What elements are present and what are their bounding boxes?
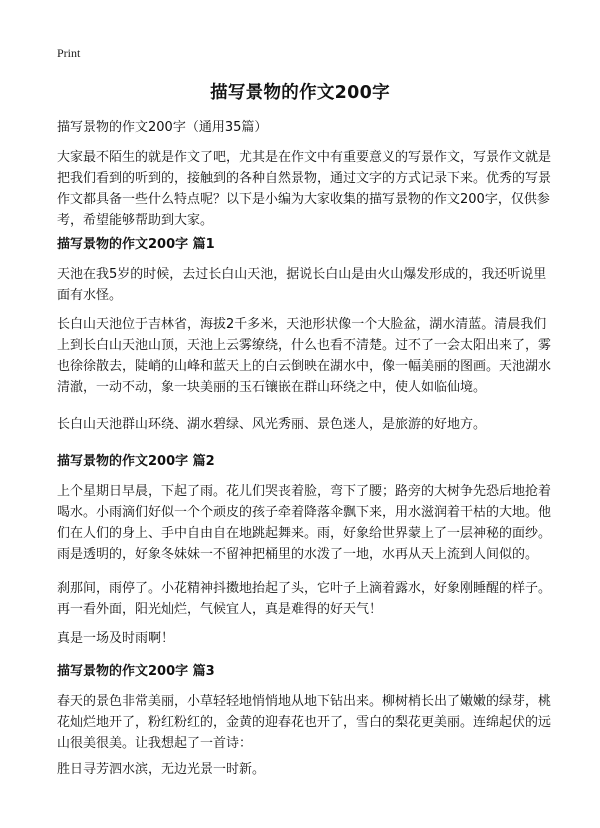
section-2-paragraph-3: 真是一场及时雨啊！: [57, 631, 175, 646]
document-subtitle: 描写景物的作文200字（通用35篇）: [57, 120, 268, 135]
section-3-paragraph-2: 胜日寻芳泗水滨，无边光景一时新。: [57, 762, 266, 777]
section-1-paragraph-1: 天池在我5岁的时候，去过长白山天池，据说长白山是由火山爆发形成的，我还听说里面有水怪。: [57, 267, 547, 303]
section-1-paragraph-2: 长白山天池位于吉林省，海拔2千多米，天池形状像一个大脸盆，湖水清蓝。清晨我们上到长白山天池山顶，天池上云雾缭绕，什么也看不清楚。过不了一会太阳出来了，雾也徐徐散去，陡峭的山峰和蓝天上的白云倒映在湖水中，像一幅美丽的图画。天池湖水清澈，一动不动，象一块美丽的玉石镶嵌在群山环绕之中，使人如临仙境。: [57, 317, 552, 395]
section-1-paragraph-3: 长白山天池群山环绕、湖水碧绿、风光秀丽、景色迷人，是旅游的好地方。: [57, 417, 487, 432]
section-2-paragraph-1: 上个星期日早晨，下起了雨。花儿们哭丧着脸，弯下了腰；路旁的大树争先恐后地抢着喝水。小雨滴们好似一个个顽皮的孩子牵着降落伞飘下来，用水滋润着干枯的大地。他们在人们的身上、手中自由自在地跳起舞来。雨，好象给世界蒙上了一层神秘的面纱。雨是透明的，好象冬妹妹一不留神把桶里的水泼了一地，水再从天上流到人间似的。: [57, 484, 552, 562]
print-link[interactable]: Print: [57, 46, 81, 60]
intro-paragraph: 大家最不陌生的就是作文了吧，尤其是在作文中有重要意义的写景作文，写景作文就是把我们看到的听到的，接触到的各种自然景物，通过文字的方式记录下来。优秀的写景作文都具备一些什么特点呢？以下是小编为大家收集的描写景物的作文200字，仅供参考，希望能够帮助到大家。: [57, 150, 552, 228]
section-3-paragraph-1: 春天的景色非常美丽，小草轻轻地悄悄地从地下钻出来。柳树梢长出了嫩嫩的绿芽，桃花灿烂地开了，粉红粉红的，金黄的迎春花也开了，雪白的梨花更美丽。连绵起伏的远山很美很美。让我想起了一首诗：: [57, 694, 552, 751]
section-heading-2: 描写景物的作文200字 篇2: [57, 454, 215, 469]
section-2-paragraph-2: 刹那间，雨停了。小花精神抖擞地抬起了头，它叶子上滴着露水，好象刚睡醒的样子。再一看外面，阳光灿烂，气候宜人，真是难得的好天气！: [57, 581, 552, 617]
section-heading-3: 描写景物的作文200字 篇3: [57, 664, 215, 679]
page-title: 描写景物的作文200字: [210, 83, 390, 103]
section-heading-1: 描写景物的作文200字 篇1: [57, 237, 215, 252]
